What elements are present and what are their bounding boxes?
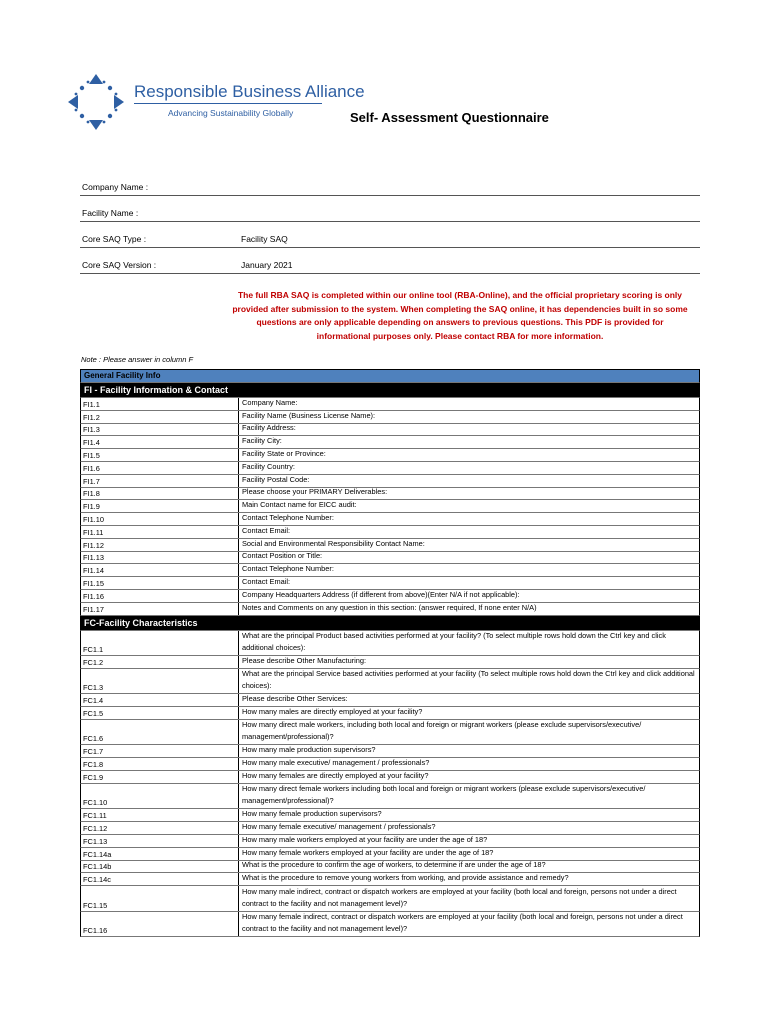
meta-row-facility-name — [80, 202, 700, 222]
question-text: How many female workers employed at your facility are under the age of 18? — [242, 847, 494, 857]
question-text: How many female indirect, contract or dispatch workers are employed at your facility (both local and foreign, persons not under a direct contract to the facility and not management level)? — [242, 912, 683, 934]
question-text: How many male indirect, contract or dispatch workers are employed at your facility (both local and foreign, persons not under a direct contract to the facility and not management level)? — [242, 886, 677, 908]
meta-value: January 2021 — [241, 260, 293, 270]
question-text: Main Contact name for EICC audit: — [242, 500, 357, 510]
question-text: How many males are directly employed at your facility? — [242, 706, 423, 716]
question-id: FC1.6 — [83, 734, 104, 744]
meta-row-saq-version — [80, 254, 700, 274]
question-text: Facility Postal Code: — [242, 474, 310, 484]
question-id: FC1.1 — [83, 645, 104, 655]
question-id: FC1.5 — [83, 708, 104, 718]
question-text: Facility City: — [242, 436, 282, 446]
question-text: What are the principal Service based activities performed at your facility (To select multiple rows hold down the Ctrl key and click additional choices): — [242, 669, 695, 691]
question-text: Please describe Other Manufacturing: — [242, 655, 367, 665]
question-text: How many male executive/ management / professionals? — [242, 758, 430, 768]
four-arrows-diamond-icon — [66, 72, 126, 132]
brand-divider — [134, 103, 322, 104]
column-divider — [238, 564, 239, 576]
column-divider — [238, 771, 239, 783]
question-id: FC1.7 — [83, 747, 104, 757]
column-divider — [238, 694, 239, 706]
questionnaire-table — [80, 369, 700, 937]
question-text: How many direct female workers including both local and foreign or migrant workers (please exclude supervisors/executive/ management/professional)? — [242, 784, 646, 806]
table-row — [80, 886, 700, 912]
question-id: FC1.9 — [83, 772, 104, 782]
question-id: FI1.5 — [83, 450, 100, 460]
question-id: FI1.14 — [83, 566, 104, 576]
disclaimer-notice: The full RBA SAQ is completed within our online tool (RBA-Online), and the official proprietary scoring is only provided after submission to the system. When completing the SAQ online, it has dependencies built in so some questions are only applicable depending on answers to previous questions. This PDF is provided for informational purposes only. Please contact RBA for more information. — [232, 290, 688, 341]
column-divider — [238, 835, 239, 847]
question-id: FC1.13 — [83, 836, 108, 846]
question-id: FC1.16 — [83, 926, 108, 936]
table-row — [80, 771, 700, 784]
column-divider — [238, 475, 239, 487]
table-row — [80, 784, 700, 810]
table-row — [80, 720, 700, 746]
question-text: How many male production supervisors? — [242, 745, 376, 755]
column-divider — [238, 462, 239, 474]
table-row — [80, 669, 700, 695]
meta-label: Facility Name : — [82, 208, 139, 218]
question-id: FI1.10 — [83, 514, 104, 524]
question-id: FI1.1 — [83, 399, 100, 409]
column-divider — [238, 873, 239, 885]
question-text: How many female executive/ management / professionals? — [242, 821, 436, 831]
question-id: FI1.12 — [83, 540, 104, 550]
question-text: Facility State or Province: — [242, 448, 326, 458]
column-divider — [238, 500, 239, 512]
question-id: FC1.3 — [83, 683, 104, 693]
question-text: What is the procedure to confirm the age of workers, to determine if are under the age of 18? — [242, 860, 546, 870]
question-id: FI1.4 — [83, 438, 100, 448]
column-divider — [238, 848, 239, 860]
question-id: FC1.10 — [83, 798, 108, 808]
question-id: FC1.14c — [83, 875, 111, 885]
question-text: How many female production supervisors? — [242, 809, 382, 819]
question-text: How many direct male workers, including both local and foreign or migrant workers (please exclude supervisors/executive/ management/professional)? — [242, 720, 642, 742]
meta-label: Company Name : — [82, 182, 149, 192]
question-text: Contact Email: — [242, 576, 291, 586]
column-divider — [238, 631, 239, 656]
column-divider — [238, 707, 239, 719]
table-row — [80, 631, 700, 657]
question-id: FI1.3 — [83, 425, 100, 435]
column-divider — [238, 861, 239, 873]
column-divider — [238, 424, 239, 436]
question-text: Notes and Comments on any question in this section: (answer required, If none enter N/A) — [242, 602, 537, 612]
meta-row-company-name — [80, 176, 700, 196]
question-id: FC1.15 — [83, 900, 108, 910]
column-divider — [238, 552, 239, 564]
column-divider — [238, 590, 239, 602]
question-id: FI1.8 — [83, 489, 100, 499]
question-id: FC1.12 — [83, 823, 108, 833]
document-title: Self- Assessment Questionnaire — [350, 110, 549, 125]
table-row — [80, 656, 700, 669]
question-id: FC1.2 — [83, 657, 104, 667]
table-row — [80, 707, 700, 720]
question-text: Company Headquarters Address (if different from above)(Enter N/A if not applicable): — [242, 589, 520, 599]
column-divider — [238, 784, 239, 809]
brand-name: Responsible Business Alliance — [134, 82, 365, 101]
question-text: Contact Telephone Number: — [242, 564, 334, 574]
column-divider — [238, 436, 239, 448]
column-divider — [238, 513, 239, 525]
question-text: Facility Name (Business License Name): — [242, 410, 376, 420]
answer-note: Note : Please answer in column F — [81, 355, 194, 364]
column-divider — [238, 745, 239, 757]
meta-label: Core SAQ Type : — [82, 234, 147, 244]
column-divider — [238, 886, 239, 911]
question-id: FI1.2 — [83, 412, 100, 422]
column-divider — [238, 822, 239, 834]
section-title: FI - Facility Information & Contact — [84, 385, 229, 395]
question-id: FC1.4 — [83, 696, 104, 706]
question-text: Please choose your PRIMARY Deliverables: — [242, 487, 388, 497]
question-id: FI1.13 — [83, 553, 104, 563]
column-divider — [238, 539, 239, 551]
column-divider — [238, 398, 239, 410]
column-divider — [238, 809, 239, 821]
question-text: Facility Country: — [242, 461, 295, 471]
question-id: FC1.8 — [83, 760, 104, 770]
brand-tagline: Advancing Sustainability Globally — [168, 108, 294, 118]
question-id: FI1.11 — [83, 527, 104, 537]
table-row — [80, 603, 700, 616]
column-divider — [238, 526, 239, 538]
question-id: FI1.17 — [83, 604, 104, 614]
group-header — [80, 369, 700, 383]
question-text: Facility Address: — [242, 423, 296, 433]
question-id: FI1.6 — [83, 463, 100, 473]
question-text: What is the procedure to remove young workers from working, and provide assistance and remedy? — [242, 873, 569, 883]
question-id: FI1.15 — [83, 578, 104, 588]
section-title: FC-Facility Characteristics — [84, 617, 198, 628]
question-text: Social and Environmental Responsibility Contact Name: — [242, 538, 425, 548]
question-text: How many male workers employed at your facility are under the age of 18? — [242, 834, 488, 844]
question-text: Company Name: — [242, 397, 298, 407]
question-text: Contact Position or Title: — [242, 551, 323, 561]
column-divider — [238, 449, 239, 461]
question-text: Contact Telephone Number: — [242, 512, 334, 522]
question-id: FC1.14a — [83, 849, 112, 859]
column-divider — [238, 577, 239, 589]
table-row — [80, 873, 700, 886]
question-text: What are the principal Product based activities performed at your facility? (To select multiple rows hold down the Ctrl key and click additional choices): — [242, 631, 666, 653]
question-id: FC1.11 — [83, 811, 107, 821]
column-divider — [238, 411, 239, 423]
column-divider — [238, 720, 239, 745]
question-id: FI1.7 — [83, 476, 100, 486]
column-divider — [238, 488, 239, 500]
question-text: How many females are directly employed at your facility? — [242, 770, 429, 780]
column-divider — [238, 758, 239, 770]
question-id: FI1.16 — [83, 591, 104, 601]
group-header-label: General Facility Info — [84, 371, 161, 380]
column-divider — [238, 912, 239, 937]
question-text: Please describe Other Services: — [242, 694, 348, 704]
meta-row-saq-type — [80, 228, 700, 248]
meta-label: Core SAQ Version : — [82, 260, 157, 270]
table-row — [80, 912, 700, 938]
section-header — [80, 383, 700, 398]
question-text: Contact Email: — [242, 525, 291, 535]
column-divider — [238, 669, 239, 694]
section-header — [80, 616, 700, 631]
column-divider — [238, 603, 239, 615]
meta-value: Facility SAQ — [241, 234, 288, 244]
question-id: FI1.9 — [83, 502, 100, 512]
question-id: FC1.14b — [83, 862, 112, 872]
column-divider — [238, 656, 239, 668]
